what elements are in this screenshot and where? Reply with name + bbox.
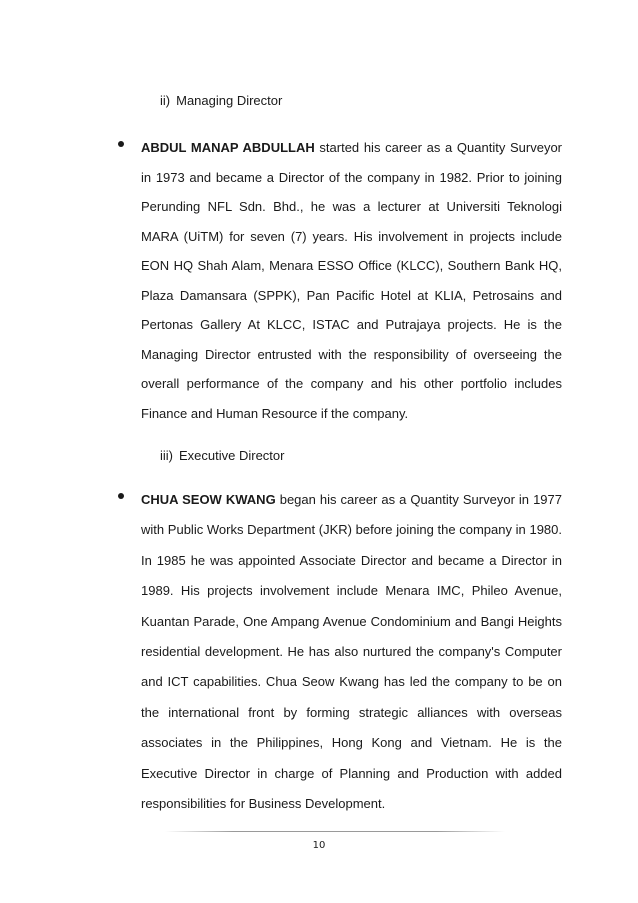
paragraph-line: overall performance of the company and his other portfolio includes (141, 376, 562, 391)
paragraph-line: residential development. He has also nurtured the company's Computer (141, 643, 562, 659)
paragraph-line (141, 133, 562, 163)
paragraph-line: and ICT capabilities. Chua Seow Kwang has led the company to be on (141, 674, 562, 690)
section-heading-executive-director (160, 448, 284, 463)
person-name: ABDUL MANAP ABDULLAH (141, 140, 315, 155)
paragraph-line: the international front by forming strategic alliances with overseas (141, 704, 562, 720)
page-number: 10 (312, 840, 326, 851)
paragraph-line: Kuantan Parade, One Ampang Avenue Condominium and Bangi Heights (141, 613, 562, 629)
paragraph-line: in 1973 and became a Director of the company in 1982. Prior to joining (141, 169, 562, 185)
bio-paragraph-chua-seow-kwang (141, 485, 562, 819)
section-title: Managing Director (176, 93, 283, 108)
paragraph-line: Pertonas Gallery At KLCC, ISTAC and Putrajaya projects. He is the (141, 317, 562, 332)
paragraph-line: Plaza Damansara (SPPK), Pan Pacific Hotel at KLIA, Petrosains and (141, 287, 562, 303)
paragraph-line: In 1985 he was appointed Associate Director and became a Director in (141, 552, 562, 568)
paragraph-line: Executive Director in charge of Planning and Production with added (141, 765, 562, 781)
paragraph-line: Finance and Human Resource if the company. (141, 405, 409, 421)
footer-divider (165, 831, 505, 832)
section-number: iii) (160, 448, 173, 463)
line-text: began his career as a Quantity Surveyor in 1977 (275, 492, 562, 507)
paragraph-line (141, 485, 562, 515)
paragraph-line: Perunding NFL Sdn. Bhd., he was a lecturer at Universiti Teknologi (141, 199, 562, 214)
section-heading-managing-director (160, 93, 282, 108)
bullet-icon (118, 493, 124, 499)
paragraph-line: associates in the Philippines, Hong Kong and Vietnam. He is the (141, 735, 562, 751)
section-title: Executive Director (179, 448, 285, 463)
paragraph-line: with Public Works Department (JKR) before joining the company in 1980. (141, 522, 562, 538)
line-text: started his career as a Quantity Surveyor (314, 140, 562, 155)
section-number: ii) (160, 93, 171, 108)
bullet-icon (118, 141, 124, 147)
paragraph-line: 1989. His projects involvement include Menara IMC, Phileo Avenue, (141, 583, 562, 599)
paragraph-line: EON HQ Shah Alam, Menara ESSO Office (KLCC), Southern Bank HQ, (141, 258, 562, 273)
paragraph-line: responsibilities for Business Development. (141, 795, 386, 811)
paragraph-line: MARA (UiTM) for seven (7) years. His involvement in projects include (141, 228, 562, 244)
paragraph-line: Managing Director entrusted with the responsibility of overseeing the (141, 346, 562, 362)
person-name: CHUA SEOW KWANG (141, 492, 276, 507)
bio-paragraph-abdul-manap (141, 133, 562, 428)
